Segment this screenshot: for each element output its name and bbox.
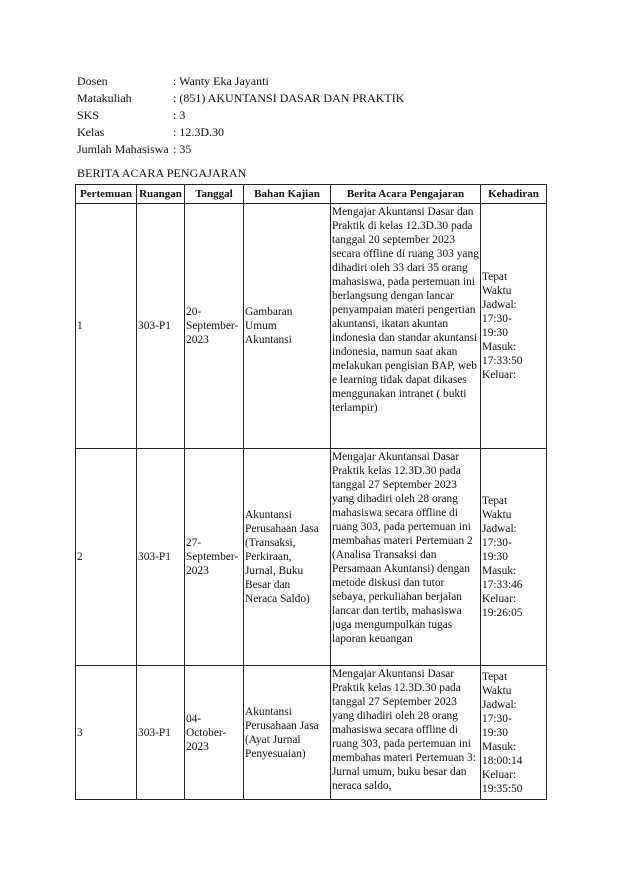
info-row-jumlah-mahasiswa — [77, 141, 404, 158]
cell-berita-acara: Mengajar Akuntansai Dasar Praktik kelas 12.3D.30 pada tanggal 27 September 2023 yang dihadiri oleh 28 orang mahasiswa secara offline di ruang 303, pada pertemuan ini membahas materi Pertemuan 2 (Analisa Transaksi dan Persamaan Akuntansi) dengan metode diskusi dan tutor sebaya, perkuliahan berjalan lancar dan tertib, mahasiswa juga mengumpulkan tugas laporan keuangan — [331, 449, 481, 666]
cell-pertemuan: 3 — [76, 666, 137, 800]
cell-ruangan: 303-P1 — [137, 449, 185, 666]
info-row-kelas — [77, 124, 404, 141]
info-label: SKS — [77, 108, 100, 122]
table-header-row — [76, 185, 547, 204]
header-bahan-kajian: Bahan Kajian — [244, 185, 331, 204]
info-label: Jumlah Mahasiswa — [77, 142, 169, 156]
header-ruangan: Ruangan — [137, 185, 185, 204]
header-tanggal: Tanggal — [185, 185, 244, 204]
cell-ruangan: 303-P1 — [137, 666, 185, 800]
cell-kehadiran: Tepat Waktu Jadwal: 17:30- 19:30 Masuk: 17:33:50 Keluar: — [481, 204, 547, 449]
cell-tanggal: 20- September- 2023 — [185, 204, 244, 449]
cell-kehadiran: Tepat Waktu Jadwal: 17:30- 19:30 Masuk: 17:33:46 Keluar: 19:26:05 — [481, 449, 547, 666]
teaching-log-table — [75, 184, 547, 800]
info-row-dosen — [77, 73, 404, 90]
cell-ruangan: 303-P1 — [137, 204, 185, 449]
cell-bahan-kajian: Gambaran Umum Akuntansi — [244, 204, 331, 449]
cell-tanggal: 04- October- 2023 — [185, 666, 244, 800]
header-pertemuan: Pertemuan — [76, 185, 137, 204]
cell-tanggal: 27- September- 2023 — [185, 449, 244, 666]
cell-berita-acara: Mengajar Akuntansi Dasar Praktik kelas 12.3D.30 pada tanggal 27 September 2023 yang dihadiri oleh 28 orang mahasiswa secara offline di ruang 303, pada pertemuan ini membahas materi Pertemuan 3: Jurnal umum, buku besar dan neraca saldo, — [331, 666, 481, 800]
cell-pertemuan: 1 — [76, 204, 137, 449]
section-title: BERITA ACARA PENGAJARAN — [77, 166, 247, 180]
info-row-sks — [77, 107, 404, 124]
course-info — [77, 73, 404, 158]
table-row — [76, 449, 547, 666]
info-value: : 35 — [173, 142, 192, 156]
info-label: Kelas — [77, 125, 105, 139]
cell-berita-acara: Mengajar Akuntansi Dasar dan Praktik di kelas 12.3D.30 pada tanggal 20 september 2023 secara offline di ruang 303 yang dihadiri oleh 33 dari 35 orang mahasiswa, pada pertemuan ini berlangsung dengan lancar penyampaian materi pengertian akuntansi, ikatan akuntan indonesia dan standar akuntansi indonesia, namun saat akan melakukan pengisian BAP, web e learning tidak dapat dikases menggunakan intranet ( bukti terlampir) — [331, 204, 481, 449]
info-value: : (851) AKUNTANSI DASAR DAN PRAKTIK — [173, 91, 405, 105]
info-value: : 12.3D.30 — [173, 125, 224, 139]
header-berita-acara: Berita Acara Pengajaran — [331, 185, 481, 204]
info-label: Dosen — [77, 74, 108, 88]
cell-bahan-kajian: Akuntansi Perusahaan Jasa (Ayat Jurnal Penyesuaian) — [244, 666, 331, 800]
info-value: : 3 — [173, 108, 186, 122]
info-value: : Wanty Eka Jayanti — [173, 74, 269, 88]
info-label: Matakuliah — [77, 91, 132, 105]
header-kehadiran: Kehadiran — [481, 185, 547, 204]
table-row — [76, 204, 547, 449]
cell-kehadiran: Tepat Waktu Jadwal: 17:30- 19:30 Masuk: 18:00:14 Keluar: 19:35:50 — [481, 666, 547, 800]
table-row — [76, 666, 547, 800]
info-row-matakuliah — [77, 90, 404, 107]
cell-pertemuan: 2 — [76, 449, 137, 666]
cell-bahan-kajian: Akuntansi Perusahaan Jasa (Transaksi, Perkiraan, Jurnal, Buku Besar dan Neraca Saldo) — [244, 449, 331, 666]
